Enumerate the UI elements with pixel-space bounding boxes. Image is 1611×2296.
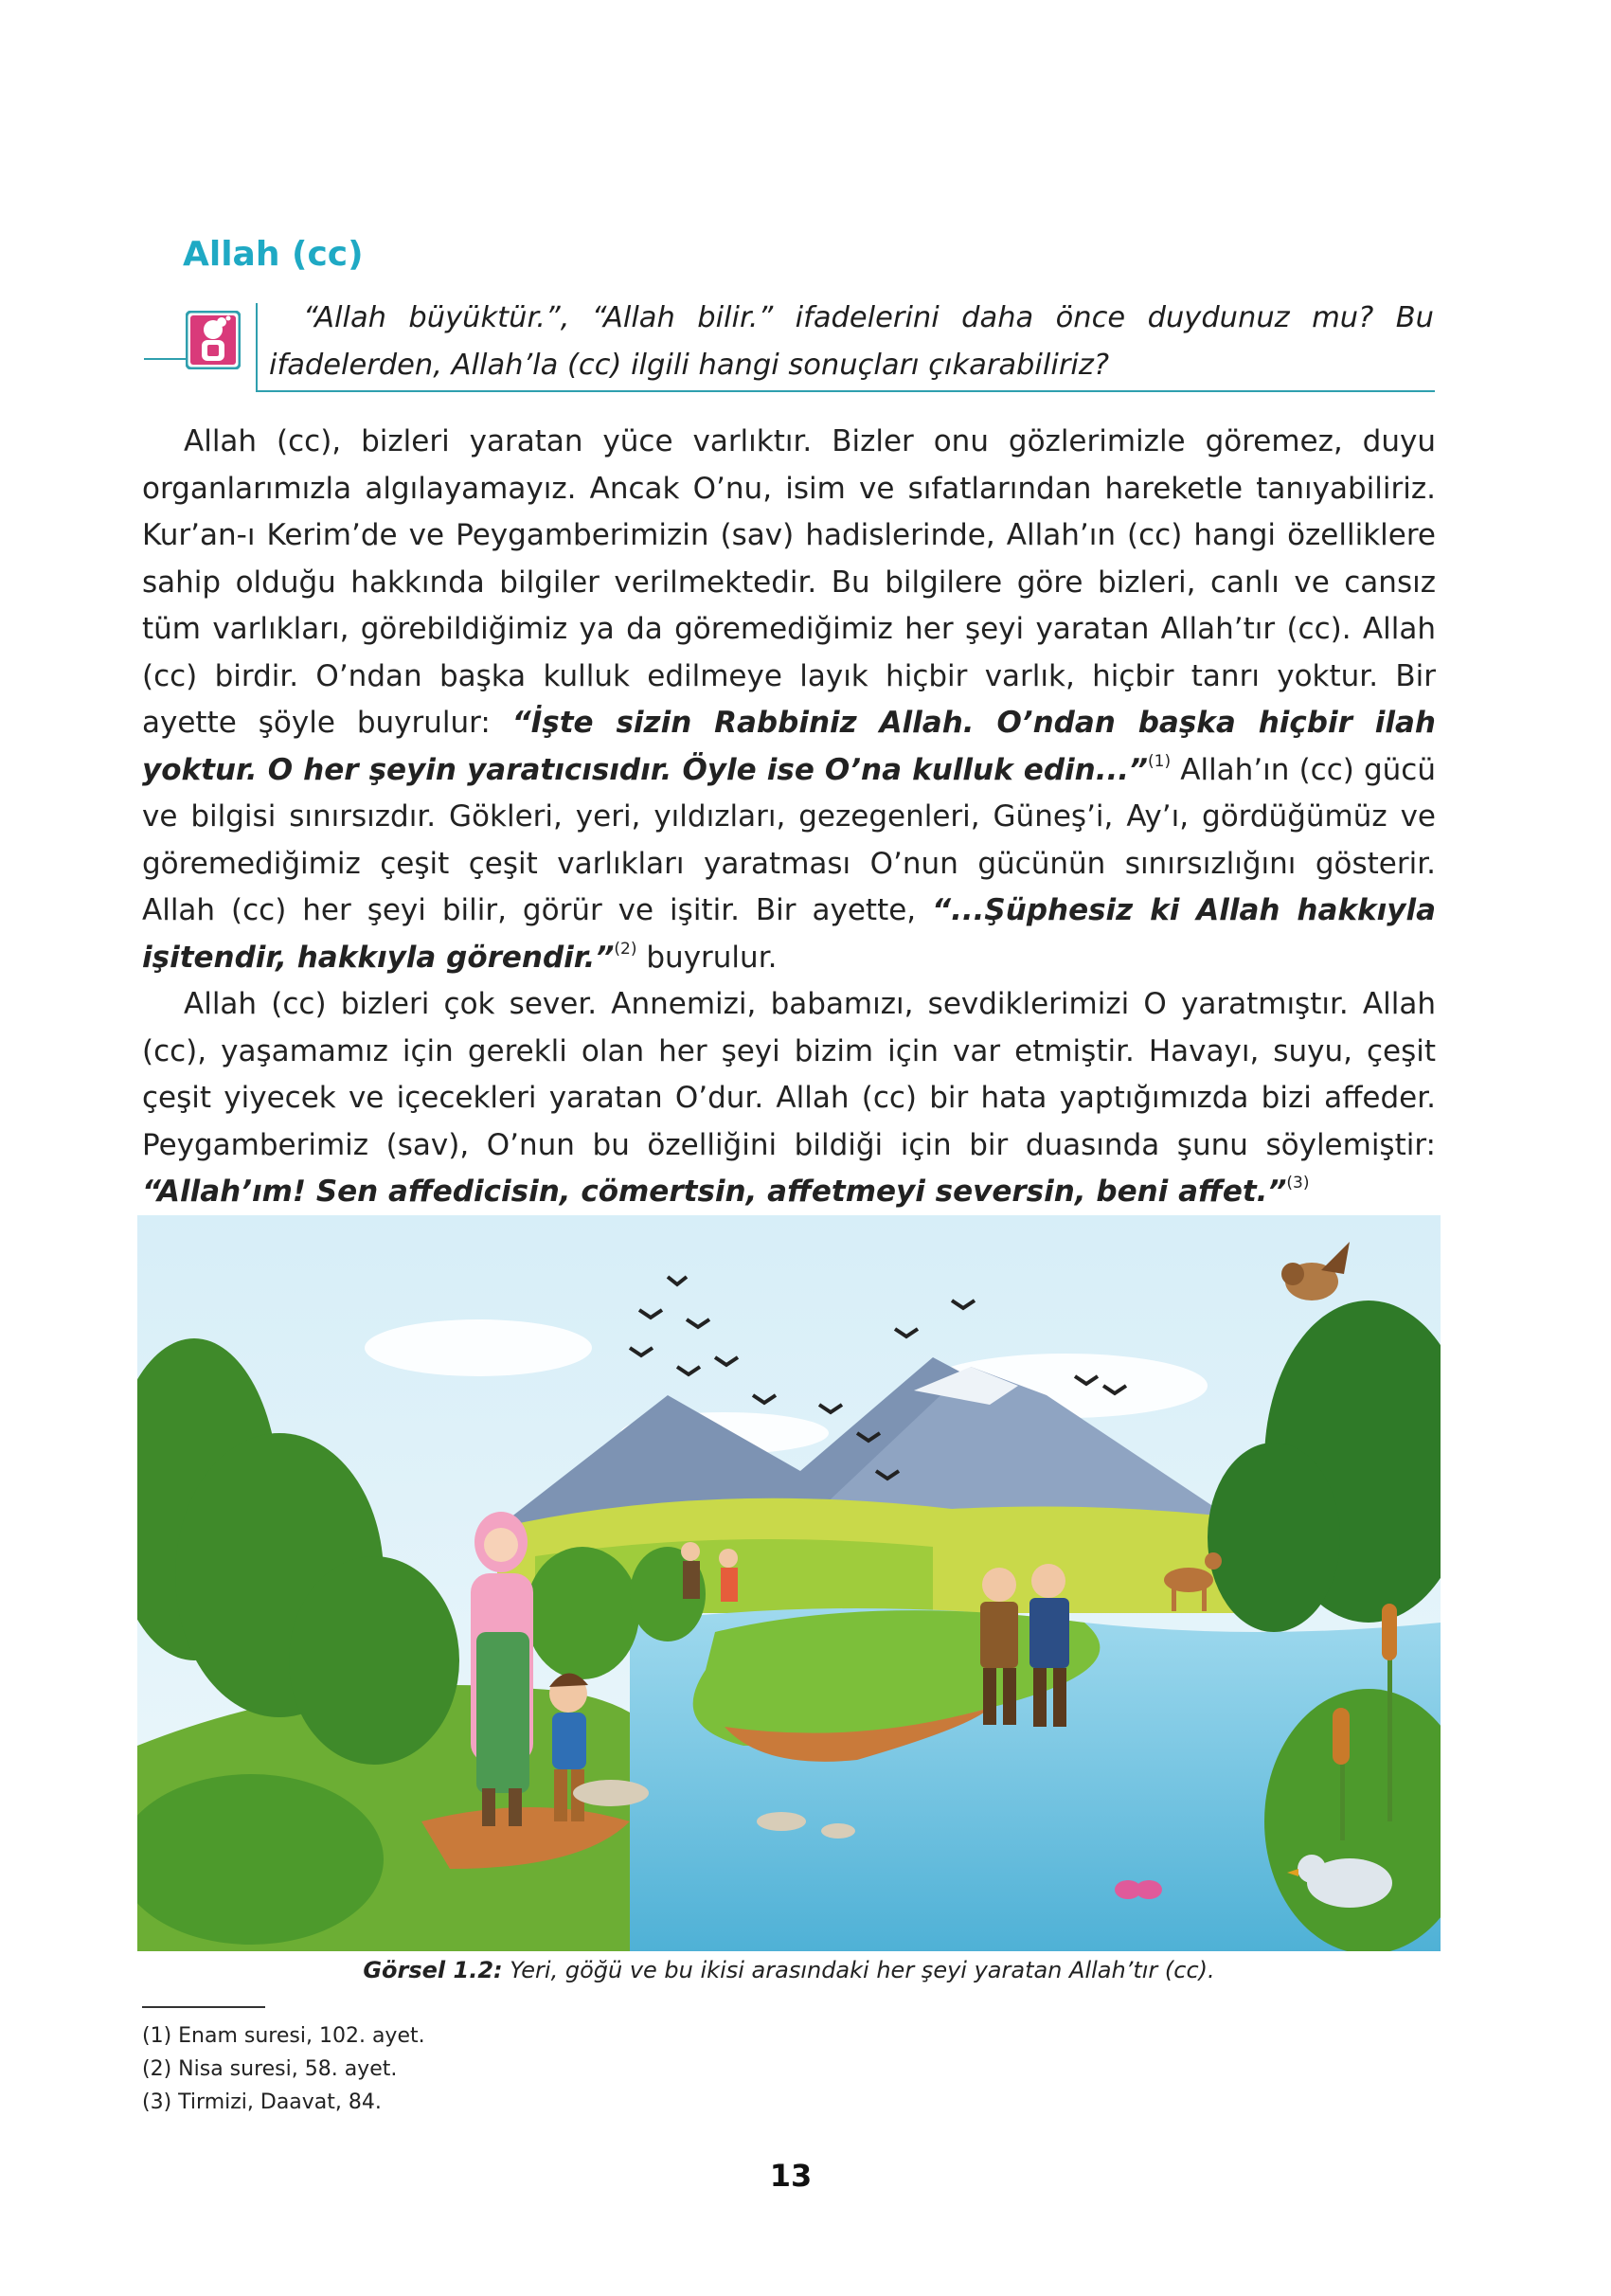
footnote-item: (3) Tirmizi, Daavat, 84. [142, 2090, 382, 2114]
figure-caption-text: Yeri, göğü ve bu ikisi arasındaki her şeyi yaratan Allah’tır (cc). [502, 1957, 1215, 1983]
question-rule-vertical [256, 303, 258, 392]
footnote-item: (2) Nisa suresi, 58. ayet. [142, 2057, 398, 2081]
paragraph-text: Allah (cc), bizleri yaratan yüce varlıktır. Bizler onu gözlerimizle göremez, duyu organlarımızla algılayamayız. Ancak O’nu, isim ve sıfatlarından hareketle tanıyabiliriz. Kur’an-ı Kerim’de ve Peygamberimizin (sav) hadislerinde, Allah’ın (cc) hangi özelliklere sahip olduğu hakkında bilgiler verilmektedir. Bu bilgilere göre bizleri, canlı ve cansız tüm varlıkları, görebildiğimiz ya da göremediğimiz her şeyi yaratan Allah’tır (cc). Allah (cc) birdir. O’ndan başka kulluk edilmeye layık hiçbir varlık, hiçbir tanrı yoktur. Bir ayette şöyle buyrulur: [142, 424, 1436, 740]
verse-quote: “İşte sizin Rabbiniz Allah. O’ndan başka hiçbir ilah yoktur. O her şeyin yaratıcısıdır. Öyle ise O’na kulluk edin...” [142, 706, 1437, 787]
figure-label: Görsel 1.2: [363, 1957, 503, 1983]
body-paragraph-1 [142, 419, 1436, 981]
thinking-person-icon [186, 311, 241, 369]
question-rule-bottom [256, 390, 1435, 392]
footnotes [142, 2019, 425, 2119]
footnote-ref: (3) [1286, 1174, 1310, 1193]
body-paragraph-2 [142, 981, 1436, 1216]
discussion-question: “Allah büyüktür.”, “Allah bilir.” ifadelerini daha önce duydunuz mu? Bu ifadelerden, Allah’la (cc) ilgili hangi sonuçları çıkarabiliriz? [269, 301, 1434, 382]
question-rule-left [144, 358, 186, 360]
paragraph-text: Allah (cc) bizleri çok sever. Annemizi, babamızı, sevdiklerimizi O yaratmıştır. Allah (cc), yaşamamız için gerekli olan her şeyi bizim için var etmiştir. Havayı, suyu, çeşit çeşit yiyecek ve içecekleri yaratan O’dur. Allah (cc) bir hata yaptığımızda bizi affeder. Peygamberimiz (sav), O’nun bu özelliğini bildiği için bir duasında şunu söylemiştir: [142, 987, 1436, 1162]
footnote-divider [142, 2006, 265, 2008]
page-number: 13 [769, 2158, 813, 2194]
section-heading: Allah (cc) [183, 235, 364, 274]
paragraph-text: buyrulur. [636, 940, 778, 975]
nature-illustration [137, 1215, 1441, 1951]
paragraph-text: Allah’ın (cc) gücü ve bilgisi sınırsızdır. Gökleri, yeri, yıldızları, gezegenleri, Güneş’i, Ay’ı, gördüğümüz ve göremediğimiz çeşit çeşit varlıkları yaratması O’nun gücünün sınırsızlığını gösterir. Allah (cc) her şeyi bilir, görür ve işitir. Bir ayette, [142, 752, 1436, 927]
figure-caption [137, 1957, 1441, 1983]
footnote-ref: (2) [614, 939, 637, 959]
footnote-item: (1) Enam suresi, 102. ayet. [142, 2024, 425, 2048]
hadith-quote: “Allah’ım! Sen affedicisin, cömertsin, affetmeyi seversin, beni affet.” [142, 1175, 1287, 1209]
footnote-ref: (1) [1148, 751, 1172, 771]
verse-quote: “...Şüphesiz ki Allah hakkıyla işitendir, hakkıyla görendir.” [142, 893, 1436, 975]
